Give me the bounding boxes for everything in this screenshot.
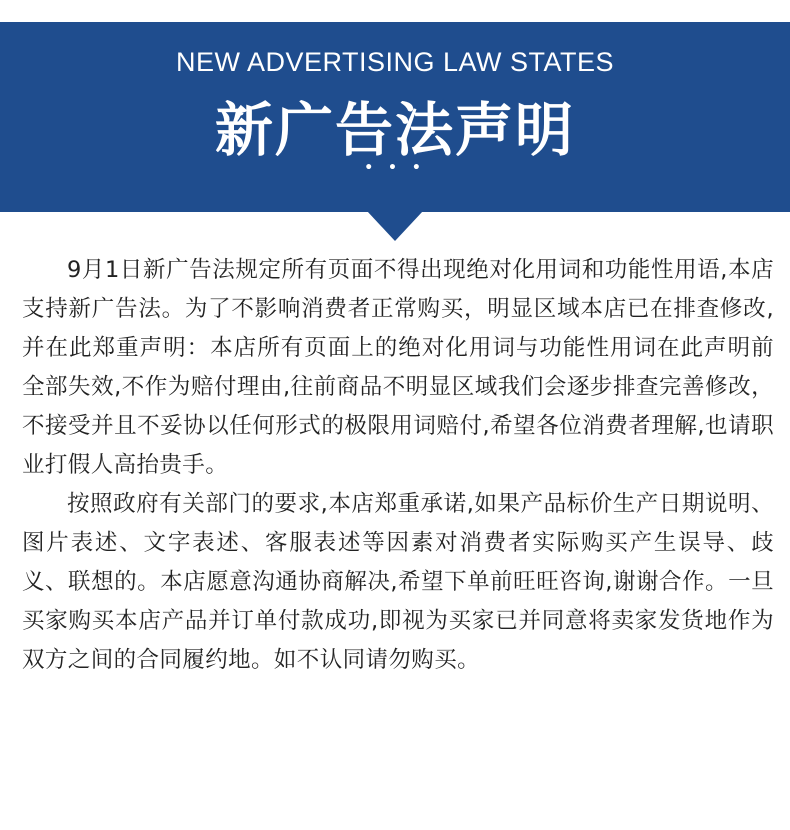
banner-subtitle: NEW ADVERTISING LAW STATES [175, 47, 615, 77]
decorative-dots: • • • [364, 160, 426, 176]
statement-body [22, 251, 774, 680]
statement-paragraph-2: 按照政府有关部门的要求,本店郑重承诺,如果产品标价生产日期说明、图片表述、文字表述、客服表述等因素对消费者实际购买产生误导、歧义、联想的。本店愿意沟通协商解决,希望下单前旺旺咨询,谢谢合作。一旦买家购买本店产品并订单付款成功,即视为买家已并同意将卖家发货地作为双方之间的合同履约地。如不认同请勿购买。 [22, 491, 774, 673]
banner-pointer [367, 211, 423, 241]
statement-paragraph-1: 9月1日新广告法规定所有页面不得出现绝对化用词和功能性用语,本店支持新广告法。为了不影响消费者正常购买，明显区域本店已在排查修改,并在此郑重声明：本店所有页面上的绝对化用词与功能性用词在此声明前全部失效,不作为赔付理由,往前商品不明显区域我们会逐步排查完善修改，不接受并且不妥协以任何形式的极限用词赔付,希望各位消费者理解,也请职业打假人高抬贵手。 [22, 257, 774, 478]
banner-title: 新广告法声明 [214, 96, 575, 164]
